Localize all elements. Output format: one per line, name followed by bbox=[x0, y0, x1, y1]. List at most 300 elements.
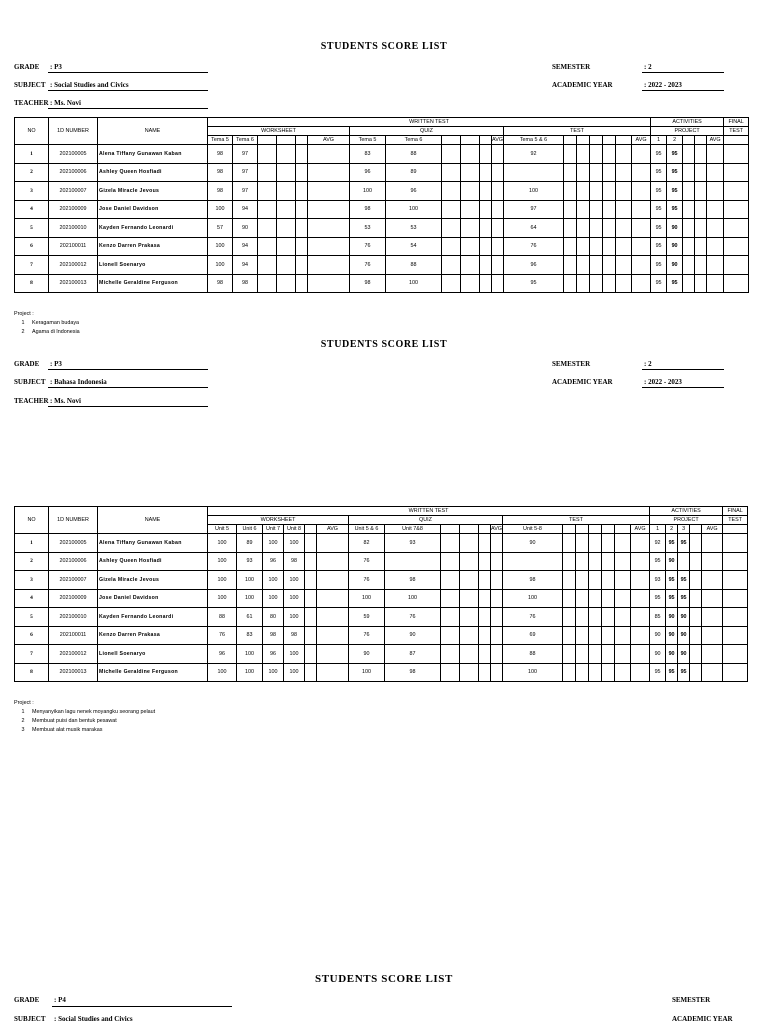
worksheet-avg bbox=[317, 589, 349, 608]
project-score: 93 bbox=[650, 571, 666, 590]
test-score bbox=[564, 256, 577, 275]
quiz-score bbox=[461, 237, 480, 256]
test-score bbox=[589, 571, 602, 590]
worksheet-score: 80 bbox=[263, 608, 284, 627]
quiz-score bbox=[479, 589, 491, 608]
semester-underline bbox=[642, 72, 724, 73]
written-test-header: WRITTEN TEST bbox=[208, 118, 651, 127]
test-score bbox=[603, 256, 616, 275]
quiz-score bbox=[441, 534, 460, 553]
worksheet-score: 100 bbox=[208, 571, 237, 590]
worksheet-avg bbox=[308, 145, 350, 164]
test-score bbox=[615, 571, 631, 590]
worksheet-score bbox=[305, 663, 317, 682]
test-avg bbox=[632, 274, 651, 293]
worksheet-score: 96 bbox=[263, 645, 284, 664]
grade-label: GRADE bbox=[14, 63, 40, 71]
test-score bbox=[564, 145, 577, 164]
table-row bbox=[15, 237, 749, 256]
quiz-score bbox=[461, 274, 480, 293]
worksheet-score: 89 bbox=[237, 534, 263, 553]
project-note-number: 2 bbox=[21, 329, 25, 335]
activities-header: ACTIVITIES bbox=[651, 118, 724, 127]
project-score bbox=[683, 163, 695, 182]
grade-label: GRADE bbox=[14, 996, 40, 1004]
row-number: 1 bbox=[15, 534, 49, 553]
test-avg bbox=[632, 182, 651, 201]
test-avg-header: AVG bbox=[632, 136, 651, 145]
quiz-score: 76 bbox=[349, 552, 385, 571]
quiz-score bbox=[441, 608, 460, 627]
student-name: Lionell Soenaryo bbox=[98, 256, 208, 275]
project-score bbox=[683, 219, 695, 238]
quiz-score bbox=[480, 145, 492, 164]
quiz-col-header bbox=[441, 525, 460, 534]
worksheet-score bbox=[258, 237, 277, 256]
quiz-score bbox=[461, 256, 480, 275]
worksheet-score: 94 bbox=[233, 256, 258, 275]
test-score bbox=[603, 237, 616, 256]
table-row bbox=[15, 256, 749, 275]
test-score bbox=[616, 237, 632, 256]
project-note-text: Agama di Indonesia bbox=[32, 329, 80, 335]
worksheet-score: 83 bbox=[237, 626, 263, 645]
worksheet-score: 98 bbox=[208, 163, 233, 182]
student-id: 202100013 bbox=[49, 663, 98, 682]
row-number: 2 bbox=[15, 163, 49, 182]
test-score bbox=[563, 534, 576, 553]
worksheet-avg bbox=[308, 163, 350, 182]
quiz-avg bbox=[492, 274, 504, 293]
quiz-score bbox=[480, 182, 492, 201]
student-id: 202100012 bbox=[49, 256, 98, 275]
id-number-header: 1D NUMBER bbox=[49, 118, 98, 145]
sheet-title: STUDENTS SCORE LIST bbox=[320, 339, 448, 350]
test-score bbox=[616, 163, 632, 182]
quiz-score bbox=[441, 645, 460, 664]
academic-year-value: : 2022 - 2023 bbox=[644, 81, 682, 89]
student-name: Gizela Miracle Jevous bbox=[98, 571, 208, 590]
quiz-col-header: Tema 5 bbox=[350, 136, 386, 145]
test-score bbox=[602, 608, 615, 627]
worksheet-score: 98 bbox=[284, 626, 305, 645]
worksheet-header: WORKSHEET bbox=[208, 127, 350, 136]
quiz-score: 54 bbox=[386, 237, 442, 256]
worksheet-score bbox=[305, 534, 317, 553]
worksheet-score: 100 bbox=[237, 589, 263, 608]
test-score bbox=[577, 163, 590, 182]
final-test-score bbox=[723, 589, 748, 608]
quiz-score bbox=[461, 145, 480, 164]
project-score: 90 bbox=[667, 237, 683, 256]
project-score bbox=[690, 663, 702, 682]
test-score bbox=[602, 571, 615, 590]
quiz-score bbox=[479, 534, 491, 553]
test-score bbox=[615, 589, 631, 608]
project-notes bbox=[14, 310, 80, 337]
test-score bbox=[603, 274, 616, 293]
subject-underline bbox=[48, 90, 208, 91]
worksheet-col-header bbox=[277, 136, 296, 145]
worksheet-score bbox=[258, 219, 277, 238]
table-row bbox=[15, 552, 748, 571]
project-score: 90 bbox=[650, 626, 666, 645]
quiz-score bbox=[479, 571, 491, 590]
project-score: 95 bbox=[650, 589, 666, 608]
worksheet-score: 76 bbox=[208, 626, 237, 645]
quiz-avg bbox=[491, 608, 503, 627]
test-avg bbox=[631, 589, 650, 608]
test-score bbox=[602, 645, 615, 664]
academic-year-value: : 2022 - 2023 bbox=[644, 378, 682, 386]
quiz-avg bbox=[491, 589, 503, 608]
project-avg bbox=[702, 663, 723, 682]
test-score bbox=[615, 626, 631, 645]
student-id: 202100007 bbox=[49, 182, 98, 201]
quiz-score bbox=[479, 608, 491, 627]
test-score bbox=[615, 552, 631, 571]
test-score bbox=[564, 219, 577, 238]
test-score bbox=[589, 626, 602, 645]
quiz-score: 98 bbox=[385, 571, 441, 590]
worksheet-score: 97 bbox=[233, 163, 258, 182]
worksheet-score: 61 bbox=[237, 608, 263, 627]
student-name: Gizela Miracle Jevous bbox=[98, 182, 208, 201]
table-row bbox=[15, 663, 748, 682]
semester-label: SEMESTER bbox=[672, 996, 711, 1004]
project-note-item bbox=[14, 328, 80, 337]
worksheet-col-header: Tema 6 bbox=[233, 136, 258, 145]
project-score: 90 bbox=[666, 608, 678, 627]
worksheet-score: 57 bbox=[208, 219, 233, 238]
activities-header: ACTIVITIES bbox=[650, 507, 723, 516]
quiz-score: 76 bbox=[350, 256, 386, 275]
test-score: 92 bbox=[504, 145, 564, 164]
project-score: 95 bbox=[667, 182, 683, 201]
quiz-score bbox=[461, 163, 480, 182]
test-score bbox=[590, 145, 603, 164]
table-row bbox=[15, 219, 749, 238]
test-score bbox=[590, 237, 603, 256]
quiz-score: 96 bbox=[350, 163, 386, 182]
quiz-col-header: Unit 7&8 bbox=[385, 525, 441, 534]
final-test-score bbox=[723, 663, 748, 682]
final-test-col-header bbox=[723, 525, 748, 534]
name-header: NAME bbox=[98, 507, 208, 534]
quiz-avg bbox=[491, 645, 503, 664]
project-score: 90 bbox=[666, 645, 678, 664]
project-score: 85 bbox=[650, 608, 666, 627]
quiz-score bbox=[480, 274, 492, 293]
semester-label: SEMESTER bbox=[552, 360, 591, 368]
worksheet-score: 100 bbox=[263, 589, 284, 608]
test-avg-header: AVG bbox=[631, 525, 650, 534]
final-test-score bbox=[723, 645, 748, 664]
test-score bbox=[616, 182, 632, 201]
quiz-score bbox=[480, 237, 492, 256]
worksheet-score: 90 bbox=[233, 219, 258, 238]
quiz-col-header: Unit 5 & 6 bbox=[349, 525, 385, 534]
row-number: 7 bbox=[15, 645, 49, 664]
quiz-score bbox=[441, 571, 460, 590]
test-avg bbox=[632, 163, 651, 182]
test-score bbox=[603, 182, 616, 201]
student-name: Kayden Fernando Leonardi bbox=[98, 219, 208, 238]
worksheet-score: 100 bbox=[208, 663, 237, 682]
quiz-score bbox=[442, 237, 461, 256]
grade-underline bbox=[48, 369, 208, 370]
worksheet-score: 93 bbox=[237, 552, 263, 571]
project-avg bbox=[702, 608, 723, 627]
subject-value: : Bahasa Indonesia bbox=[50, 378, 107, 386]
project-avg bbox=[702, 571, 723, 590]
final-test-score bbox=[723, 608, 748, 627]
quiz-avg-header: AVG bbox=[492, 137, 503, 143]
test-score bbox=[564, 274, 577, 293]
test-score bbox=[615, 608, 631, 627]
quiz-score bbox=[479, 645, 491, 664]
subject-label: SUBJECT bbox=[14, 81, 46, 89]
row-number: 3 bbox=[15, 571, 49, 590]
table-row bbox=[15, 534, 748, 553]
test-score bbox=[589, 645, 602, 664]
worksheet-score: 98 bbox=[208, 274, 233, 293]
worksheet-score bbox=[277, 145, 296, 164]
academic-year-label: ACADEMIC YEAR bbox=[672, 1015, 733, 1023]
quiz-score: 88 bbox=[386, 256, 442, 275]
worksheet-avg bbox=[317, 571, 349, 590]
worksheet-score: 100 bbox=[263, 571, 284, 590]
quiz-score: 98 bbox=[350, 200, 386, 219]
project-score bbox=[683, 274, 695, 293]
test-score bbox=[576, 552, 589, 571]
worksheet-avg bbox=[317, 534, 349, 553]
project-score: 95 bbox=[667, 163, 683, 182]
test-score bbox=[576, 608, 589, 627]
project-score bbox=[695, 163, 707, 182]
worksheet-col-header: Unit 8 bbox=[284, 525, 305, 534]
semester-value: : 2 bbox=[644, 63, 652, 71]
test-score bbox=[589, 534, 602, 553]
project-note-text: Menyanyikan lagu nenek moyangku seorang pelaut bbox=[32, 709, 156, 715]
table-row bbox=[15, 571, 748, 590]
project-avg bbox=[702, 589, 723, 608]
quiz-score: 98 bbox=[385, 663, 441, 682]
project-avg bbox=[707, 145, 724, 164]
quiz-score: 76 bbox=[349, 571, 385, 590]
test-score bbox=[564, 182, 577, 201]
project-score bbox=[690, 534, 702, 553]
test-col-header: Unit 5-8 bbox=[503, 525, 563, 534]
project-score bbox=[695, 200, 707, 219]
quiz-avg bbox=[491, 534, 503, 553]
project-score: 95 bbox=[651, 219, 667, 238]
project-score bbox=[690, 645, 702, 664]
sheet-title: STUDENTS SCORE LIST bbox=[315, 973, 453, 985]
project-avg bbox=[702, 626, 723, 645]
project-score: 90 bbox=[650, 645, 666, 664]
test-score bbox=[504, 163, 564, 182]
project-score: 95 bbox=[651, 256, 667, 275]
student-id: 202100011 bbox=[49, 237, 98, 256]
test-score bbox=[589, 608, 602, 627]
worksheet-score bbox=[277, 200, 296, 219]
test-score bbox=[563, 608, 576, 627]
project-score: 95 bbox=[651, 163, 667, 182]
quiz-score bbox=[441, 663, 460, 682]
student-id: 202100005 bbox=[49, 534, 98, 553]
test-score bbox=[576, 589, 589, 608]
worksheet-avg bbox=[308, 219, 350, 238]
project-score: 90 bbox=[678, 626, 690, 645]
project-score: 90 bbox=[678, 608, 690, 627]
project-avg bbox=[707, 219, 724, 238]
worksheet-score: 100 bbox=[284, 645, 305, 664]
worksheet-score bbox=[277, 274, 296, 293]
quiz-score bbox=[461, 200, 480, 219]
quiz-score: 82 bbox=[349, 534, 385, 553]
test-score: 100 bbox=[503, 663, 563, 682]
test-score bbox=[564, 237, 577, 256]
test-score bbox=[590, 274, 603, 293]
quiz-avg bbox=[492, 219, 504, 238]
test-score bbox=[615, 534, 631, 553]
worksheet-avg bbox=[308, 200, 350, 219]
student-name: Ashley Queen Hosfiadi bbox=[98, 163, 208, 182]
worksheet-score: 100 bbox=[284, 589, 305, 608]
project-score bbox=[690, 571, 702, 590]
test-avg bbox=[632, 256, 651, 275]
worksheet-score bbox=[305, 552, 317, 571]
test-score bbox=[589, 552, 602, 571]
project-score bbox=[683, 182, 695, 201]
worksheet-score: 98 bbox=[208, 145, 233, 164]
quiz-score bbox=[442, 182, 461, 201]
worksheet-score bbox=[305, 589, 317, 608]
project-score: 95 bbox=[678, 534, 690, 553]
test-score bbox=[563, 626, 576, 645]
subject-label: SUBJECT bbox=[14, 378, 46, 386]
quiz-score bbox=[480, 200, 492, 219]
quiz-score bbox=[460, 589, 479, 608]
test-score bbox=[603, 145, 616, 164]
test-score bbox=[577, 237, 590, 256]
no-header: NO bbox=[15, 507, 49, 534]
worksheet-score: 100 bbox=[237, 663, 263, 682]
quiz-score bbox=[442, 256, 461, 275]
test-score bbox=[616, 256, 632, 275]
worksheet-score bbox=[296, 163, 308, 182]
final-test-score bbox=[724, 163, 749, 182]
id-number-header: 1D NUMBER bbox=[49, 507, 98, 534]
final-test-score bbox=[723, 626, 748, 645]
student-name: Jose Daniel Davidson bbox=[98, 200, 208, 219]
worksheet-score: 100 bbox=[208, 534, 237, 553]
test-score bbox=[603, 219, 616, 238]
quiz-avg bbox=[491, 571, 503, 590]
row-number: 5 bbox=[15, 219, 49, 238]
quiz-score bbox=[460, 608, 479, 627]
row-number: 7 bbox=[15, 256, 49, 275]
project-note-number: 2 bbox=[21, 718, 25, 724]
test-avg bbox=[632, 145, 651, 164]
test-avg bbox=[631, 608, 650, 627]
test-col-header bbox=[564, 136, 577, 145]
worksheet-avg bbox=[317, 663, 349, 682]
table-row bbox=[15, 163, 749, 182]
row-number: 5 bbox=[15, 608, 49, 627]
quiz-avg bbox=[492, 145, 504, 164]
quiz-score bbox=[479, 663, 491, 682]
test-col-header bbox=[576, 525, 589, 534]
worksheet-col-header bbox=[258, 136, 277, 145]
test-header: TEST bbox=[504, 127, 651, 136]
project-col-header bbox=[690, 525, 702, 534]
worksheet-score bbox=[296, 256, 308, 275]
final-test-score bbox=[723, 552, 748, 571]
test-col-header bbox=[590, 136, 603, 145]
final-test-score bbox=[724, 182, 749, 201]
table-row bbox=[15, 608, 748, 627]
project-score bbox=[695, 256, 707, 275]
test-score bbox=[602, 552, 615, 571]
worksheet-avg bbox=[317, 645, 349, 664]
test-score bbox=[603, 200, 616, 219]
project-avg-header: AVG bbox=[707, 136, 724, 145]
final-test-score bbox=[724, 219, 749, 238]
worksheet-col-header: Unit 5 bbox=[208, 525, 237, 534]
quiz-score: 76 bbox=[385, 608, 441, 627]
final-test-score bbox=[723, 571, 748, 590]
worksheet-avg-header: AVG bbox=[308, 136, 350, 145]
test-score bbox=[602, 663, 615, 682]
quiz-avg bbox=[492, 237, 504, 256]
project-note-item bbox=[14, 717, 155, 726]
project-note-number: 1 bbox=[21, 709, 25, 715]
project-avg bbox=[707, 200, 724, 219]
project-score bbox=[678, 552, 690, 571]
student-name: Kenzo Darren Prakasa bbox=[98, 237, 208, 256]
test-score bbox=[564, 200, 577, 219]
project-score: 95 bbox=[651, 237, 667, 256]
project-score: 95 bbox=[650, 552, 666, 571]
project-col-header bbox=[683, 136, 695, 145]
student-name: Lionell Soenaryo bbox=[98, 645, 208, 664]
test-score bbox=[616, 145, 632, 164]
test-score bbox=[616, 200, 632, 219]
quiz-avg bbox=[491, 626, 503, 645]
worksheet-score: 100 bbox=[208, 200, 233, 219]
test-header: TEST bbox=[503, 516, 650, 525]
worksheet-score bbox=[277, 237, 296, 256]
subject-value: : Social Studies and Civics bbox=[50, 81, 129, 89]
teacher-value: : Ms. Novi bbox=[50, 397, 81, 405]
row-number: 3 bbox=[15, 182, 49, 201]
project-note-number: 3 bbox=[21, 727, 25, 733]
quiz-score: 100 bbox=[385, 589, 441, 608]
subject-underline bbox=[48, 387, 208, 388]
final-test-score bbox=[724, 256, 749, 275]
student-id: 202100010 bbox=[49, 608, 98, 627]
worksheet-avg bbox=[317, 608, 349, 627]
worksheet-score bbox=[258, 274, 277, 293]
test-score bbox=[577, 256, 590, 275]
written-test-header: WRITTEN TEST bbox=[208, 507, 650, 516]
row-number: 8 bbox=[15, 274, 49, 293]
teacher-underline bbox=[48, 406, 208, 407]
worksheet-score bbox=[258, 200, 277, 219]
worksheet-score bbox=[296, 237, 308, 256]
